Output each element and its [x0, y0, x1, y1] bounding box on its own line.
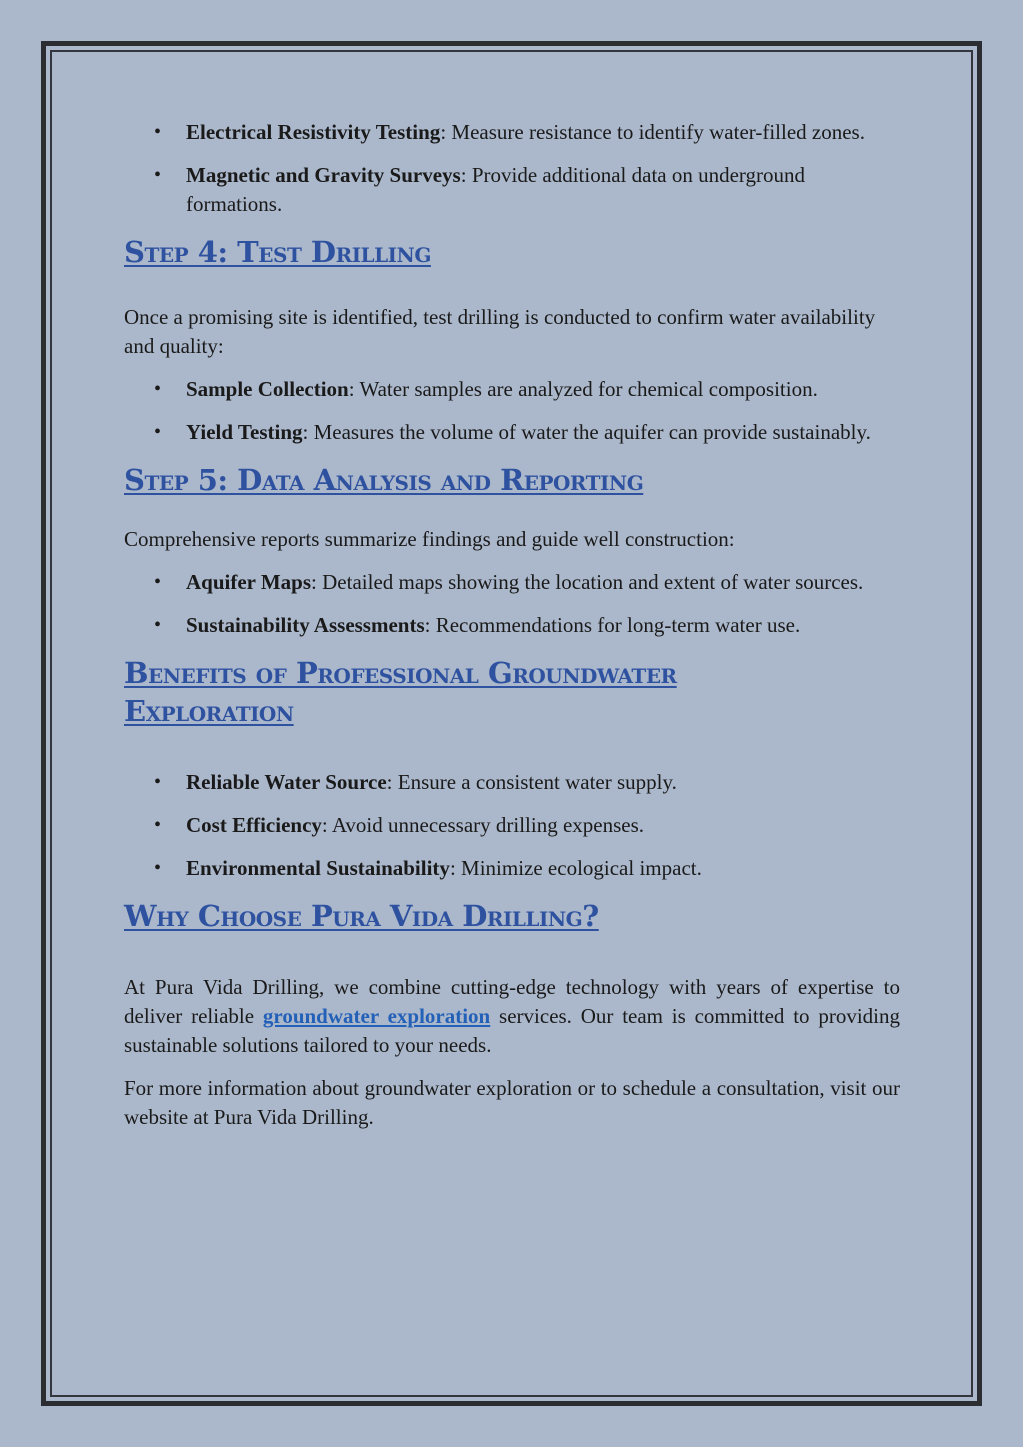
list-item-text: : Water samples are analyzed for chemical composition. — [348, 377, 818, 401]
list-item-term: Reliable Water Source — [186, 770, 387, 794]
list-item — [124, 768, 900, 797]
list-item-term: Cost Efficiency — [186, 813, 322, 837]
list-item — [124, 161, 900, 219]
list-item — [124, 854, 900, 883]
survey-methods-list — [124, 118, 900, 219]
list-item-text: : Avoid unnecessary drilling expenses. — [321, 813, 645, 837]
list-item-term: Magnetic and Gravity Surveys — [186, 163, 461, 187]
list-item — [124, 118, 900, 147]
why-paragraph-1 — [124, 973, 900, 1060]
why-paragraph-2: For more information about groundwater exploration or to schedule a consultation, visit our website at Pura Vida Drilling. — [124, 1076, 900, 1129]
document-content — [124, 118, 900, 1146]
step5-intro: Comprehensive reports summarize findings and guide well construction: — [124, 527, 735, 551]
step4-heading: Step 4: Test Drilling — [124, 235, 431, 269]
list-item-text: : Measure resistance to identify water-filled zones. — [440, 120, 865, 144]
list-item-text: : Detailed maps showing the location and extent of water sources. — [311, 570, 864, 594]
step5-heading: Step 5: Data Analysis and Reporting — [124, 463, 644, 497]
list-item-term: Yield Testing — [186, 420, 303, 444]
list-item — [124, 568, 900, 597]
list-item-text: : Measures the volume of water the aquifer can provide sustainably. — [302, 420, 871, 444]
list-item-text: : Provide additional data on underground formations. — [186, 163, 806, 216]
list-item — [124, 375, 900, 404]
list-item-text: : Ensure a consistent water supply. — [386, 770, 677, 794]
benefits-heading: Benefits of Professional Groundwater Exploration — [124, 656, 677, 728]
list-item-term: Sustainability Assessments — [186, 613, 425, 637]
list-item-text: : Minimize ecological impact. — [449, 856, 702, 880]
step4-list — [124, 375, 900, 447]
list-item-text: : Recommendations for long-term water use. — [424, 613, 801, 637]
why-para1-after: services. Our team is committed to providing sustainable solutions tailored to your needs. — [124, 1004, 901, 1057]
why-para1-before: At Pura Vida Drilling, we combine cutting-edge technology with years of expertise to deliver reliable — [124, 975, 900, 1028]
list-item-term: Aquifer Maps — [186, 570, 312, 594]
list-item — [124, 611, 900, 640]
groundwater-exploration-link[interactable]: groundwater exploration — [262, 1004, 491, 1028]
list-item-term: Environmental Sustainability — [186, 856, 450, 880]
why-heading: Why Choose Pura Vida Drilling? — [124, 899, 599, 933]
step4-intro: Once a promising site is identified, test drilling is conducted to confirm water availability and quality: — [124, 305, 876, 358]
list-item-term: Sample Collection — [186, 377, 349, 401]
list-item-term: Electrical Resistivity Testing — [186, 120, 441, 144]
list-item — [124, 418, 900, 447]
list-item — [124, 811, 900, 840]
step5-list — [124, 568, 900, 640]
benefits-list — [124, 768, 900, 883]
